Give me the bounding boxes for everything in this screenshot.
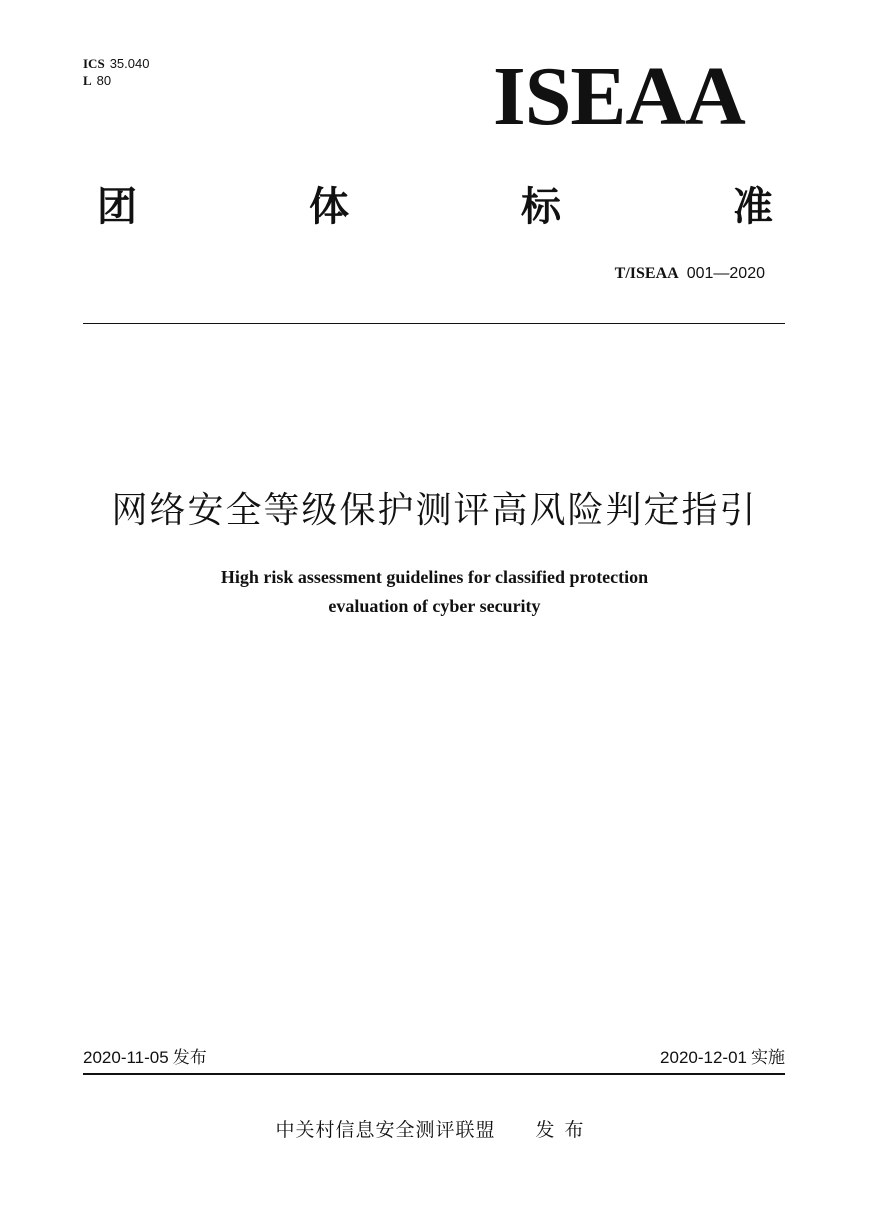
implementation-date-value: 2020-12-01: [660, 1048, 747, 1067]
title-english-line-2: evaluation of cyber security: [328, 596, 541, 616]
standard-type-char: 团: [97, 184, 137, 230]
title-english-line-1: High risk assessment guidelines for classified protection: [220, 567, 649, 587]
ccs-code: 80: [96, 73, 112, 88]
footer-divider: [83, 1073, 785, 1075]
standard-number-prefix: T/ISEAA: [614, 265, 679, 282]
standard-number-code: 001—2020: [686, 265, 765, 282]
publisher-line: [0, 1116, 869, 1144]
standard-type-char: 体: [309, 184, 349, 230]
publisher-action: 发布: [535, 1119, 594, 1141]
header-divider: [83, 323, 785, 324]
document-title-chinese: 网络安全等级保护测评高风险判定指引: [111, 490, 758, 531]
release-date: [83, 1046, 207, 1070]
ics-row: [83, 56, 149, 73]
ics-code: 35.040: [109, 56, 150, 71]
implementation-date-label: 实施: [751, 1048, 785, 1068]
document-title-english: [0, 563, 869, 621]
implementation-date: [660, 1046, 785, 1070]
standard-number: [615, 262, 765, 285]
release-date-label: 发布: [172, 1048, 207, 1068]
classification-codes: [83, 56, 149, 90]
ccs-label: L: [83, 73, 92, 88]
ccs-row: [83, 73, 149, 90]
standard-type-char: 标: [521, 184, 561, 230]
ics-label: ICS: [83, 56, 105, 71]
iseaa-logo: ISEAA: [493, 50, 745, 143]
release-date-value: 2020-11-05: [83, 1048, 169, 1067]
standard-type-heading: [97, 182, 773, 232]
standard-type-char: 准: [733, 184, 773, 230]
publisher-organization: 中关村信息安全测评联盟: [275, 1119, 496, 1141]
